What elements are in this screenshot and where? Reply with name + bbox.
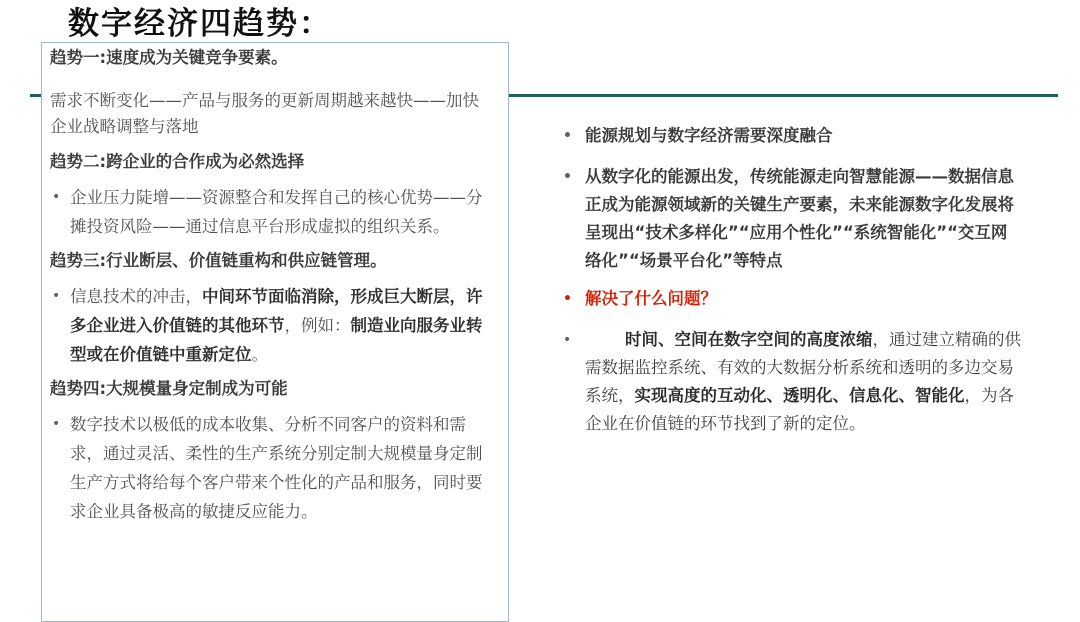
trend4-text: 数字技术以极低的成本收集、分析不同客户的资料和需求，通过灵活、柔性的生产系统分别定制大规模量身定制生产方式将给每个客户带来个性化的产品和服务，同时要求企业具备极高的敏捷反应能力。 bbox=[70, 415, 483, 521]
energy-bullet-1 bbox=[560, 122, 1022, 150]
energy-bullet-2-text: 从数字化的能源出发，传统能源走向智慧能源——数据信息正成为能源领域新的关键生产要素，未来能源数字化发展将呈现出“技术多样化”“应用个性化”“系统智能化”“交互网络化”“场景平台化”等特点 bbox=[585, 167, 1014, 270]
trend1-heading: 趋势一:速度成为关键竞争要素。 bbox=[50, 48, 288, 67]
energy-bullet-3-text: 解决了什么问题？ bbox=[585, 289, 717, 308]
trends-content bbox=[50, 43, 490, 526]
bullet-dot: • bbox=[563, 128, 572, 144]
trend3-text-1: 信息技术的冲击， bbox=[70, 287, 202, 306]
energy-bullet-4-text-1: 时间、空间在数字空间的高度浓缩 bbox=[625, 330, 873, 349]
trend2-heading: 趋势二:跨企业的合作成为必然选择 bbox=[50, 152, 305, 171]
trend2-text: 企业压力陡增——资源整合和发挥自己的核心优势——分摊投资风险——通过信息平台形成虚拟的组织关系。 bbox=[70, 188, 483, 236]
trend3-heading: 趋势三:行业断层、价值链重构和供应链管理。 bbox=[50, 251, 387, 270]
trend3-text-4: 制造业向服务业转型或在价值链中重新定位 bbox=[70, 316, 483, 364]
trend4-heading: 趋势四:大规模量身定制成为可能 bbox=[50, 379, 288, 398]
bullet-dot: • bbox=[52, 288, 61, 304]
trend3-text-5: 。 bbox=[251, 345, 268, 364]
slide-title: 数字经济四趋势： bbox=[68, 6, 332, 42]
energy-bullet-4-text-4: ，为各企业在价值链的环节找到了新的定位。 bbox=[585, 386, 1014, 433]
bullet-dot: • bbox=[563, 291, 572, 307]
trend3-text-3: ，例如： bbox=[284, 316, 351, 335]
bullet-dot: • bbox=[563, 169, 572, 185]
energy-bullet-2 bbox=[560, 163, 1022, 275]
energy-column bbox=[560, 122, 1022, 438]
energy-bullet-4-text-3: 实现高度的互动化、透明化、信息化、智能化 bbox=[634, 386, 965, 405]
trend4-bullet bbox=[50, 410, 490, 526]
energy-bullet-1-text: 能源规划与数字经济需要深度融合 bbox=[585, 126, 833, 145]
trend3-text-2: 中间环节面临消除，形成巨大断层，许多企业进入价值链的其他环节 bbox=[70, 287, 483, 335]
bullet-dot: • bbox=[52, 189, 61, 205]
trend3-bullet bbox=[50, 282, 490, 369]
trends-panel bbox=[41, 42, 509, 622]
energy-bullet-4 bbox=[560, 326, 1022, 438]
energy-bullet-3 bbox=[560, 285, 1022, 313]
bullet-dot: • bbox=[52, 416, 61, 432]
bullet-dot: • bbox=[563, 332, 572, 348]
trend2-bullet bbox=[50, 183, 490, 241]
energy-bullet-4-text-2: ，通过建立精确的供需数据监控系统、有效的大数据分析系统和透明的多边交易系统， bbox=[585, 330, 1021, 405]
trend1-text: 需求不断变化——产品与服务的更新周期越来越快——加快企业战略调整与落地 bbox=[50, 91, 479, 136]
